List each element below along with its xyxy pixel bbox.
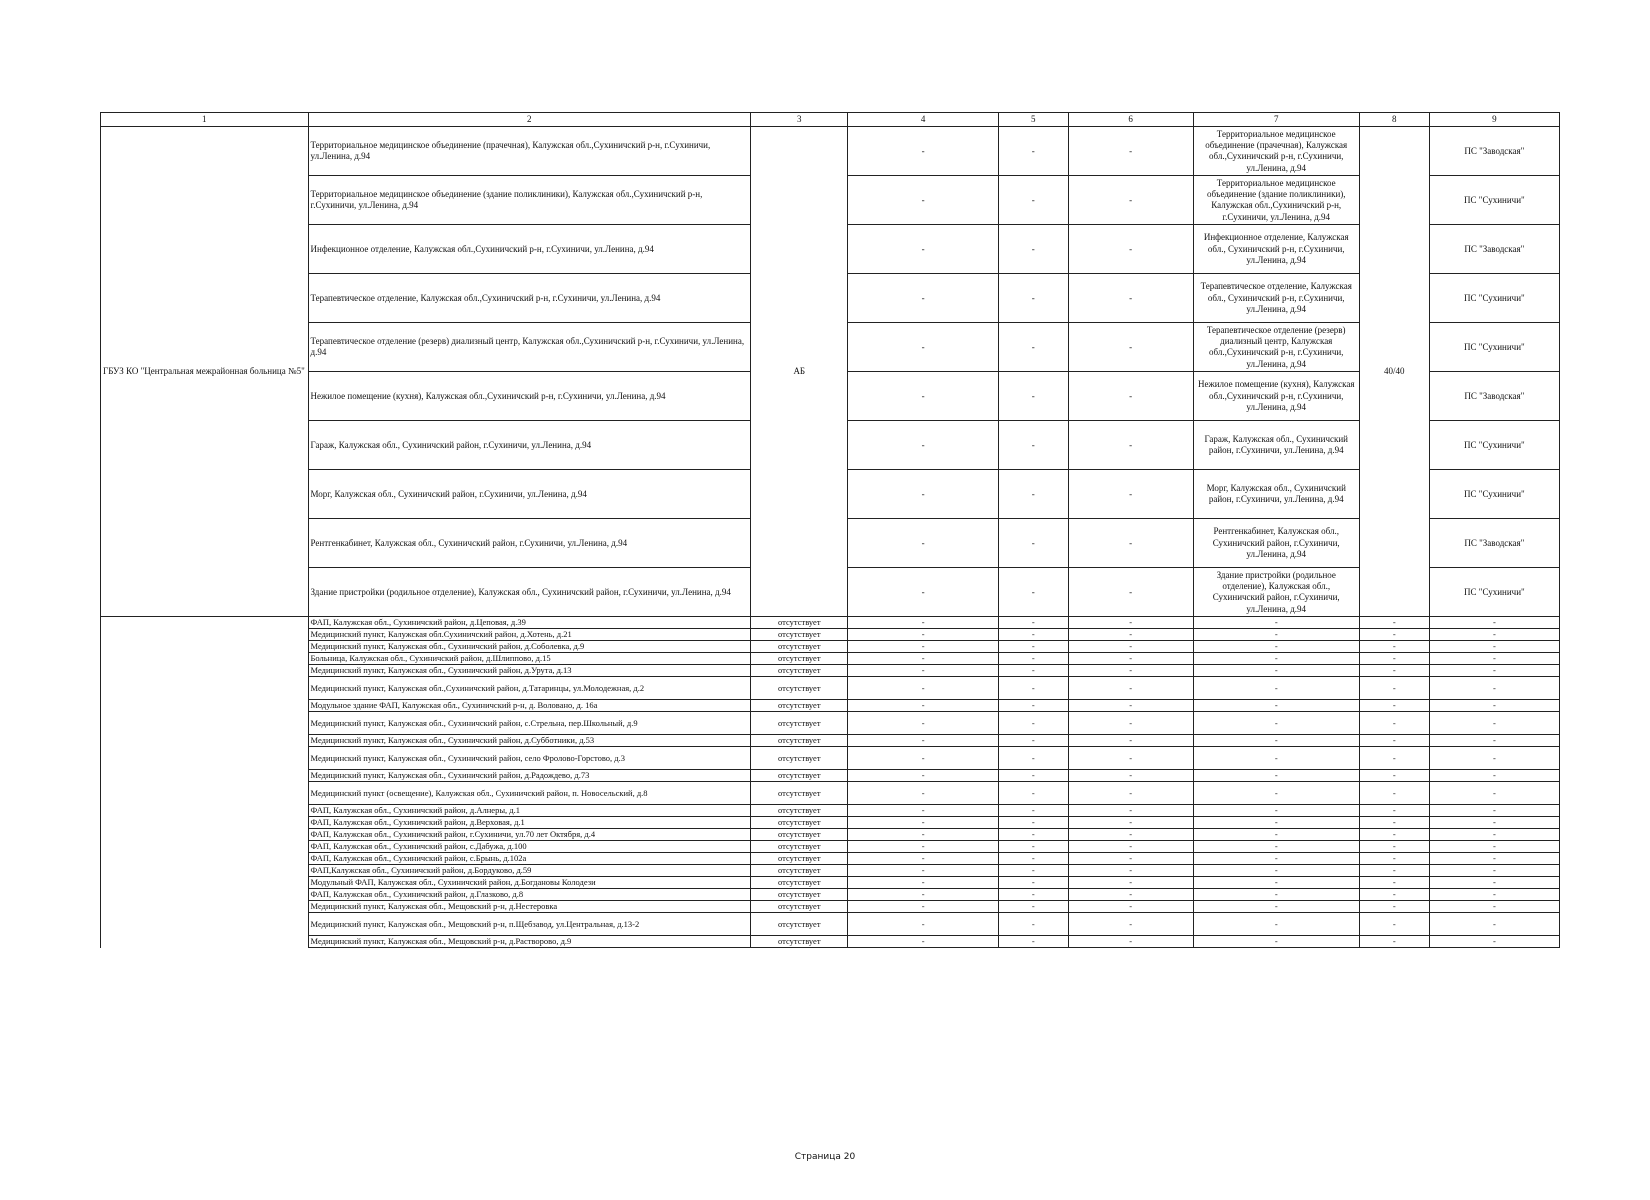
dash-cell: - [998, 889, 1068, 901]
dash-cell: - [998, 176, 1068, 225]
substation-cell: ПС "Заводская" [1429, 372, 1559, 421]
dash-cell: - [1193, 629, 1359, 641]
table-row [101, 665, 1560, 677]
object-name: ФАП, Калужская обл., Сухиничский район, д.Алнеры, д.1 [308, 805, 751, 817]
dash-cell: - [1068, 747, 1193, 770]
table-header [101, 113, 1560, 127]
dash-cell: - [848, 519, 998, 568]
object-name: Медицинский пункт, Калужская обл., Сухиничский район, село Фролово-Горстово, д.3 [308, 747, 751, 770]
dash-cell: - [1429, 782, 1559, 805]
owner-continuation [101, 617, 309, 948]
dash-cell: - [1429, 747, 1559, 770]
object-name: ФАП, Калужская обл., Сухиничский район, д.Глазково, д.8 [308, 889, 751, 901]
dash-cell: - [1068, 470, 1193, 519]
dash-cell: - [848, 700, 998, 712]
dash-cell: - [1068, 617, 1193, 629]
dash-cell: - [848, 323, 998, 372]
dash-cell: - [998, 421, 1068, 470]
dash-cell: - [1068, 127, 1193, 176]
object-address: Морг, Калужская обл., Сухиничский район, г.Сухиничи, ул.Ленина, д.94 [1193, 470, 1359, 519]
object-name: Медицинский пункт, Калужская обл.,Сухиничский район, д.Татаринцы, ул.Молодежная, д.2 [308, 677, 751, 700]
category-cell: отсутствует [751, 829, 848, 841]
power-cell: 40/40 [1359, 127, 1429, 617]
table-row [101, 770, 1560, 782]
object-name: ФАП, Калужская обл., Сухиничский район, с.Дабужа, д.100 [308, 841, 751, 853]
table-row [101, 782, 1560, 805]
table-row [101, 700, 1560, 712]
dash-cell: - [1429, 901, 1559, 913]
col-number-9: 9 [1429, 113, 1559, 127]
object-name: ФАП, Калужская обл., Сухиничский район, с.Брынь, д.102а [308, 853, 751, 865]
dash-cell: - [998, 700, 1068, 712]
substation-cell: ПС "Сухиничи" [1429, 421, 1559, 470]
dash-cell: - [848, 617, 998, 629]
dash-cell: - [1193, 877, 1359, 889]
dash-cell: - [1193, 735, 1359, 747]
object-name: ФАП,Калужская обл., Сухиничский район, д.Бордуково, д.59 [308, 865, 751, 877]
dash-cell: - [998, 470, 1068, 519]
dash-cell: - [998, 127, 1068, 176]
dash-cell: - [1193, 841, 1359, 853]
page-footer: Страница 20 [794, 1152, 856, 1162]
dash-cell: - [1068, 653, 1193, 665]
object-name: Медицинский пункт, Калужская обл., Сухиничский район, д.Радождево, д.73 [308, 770, 751, 782]
object-name: Гараж, Калужская обл., Сухиничский район, г.Сухиничи, ул.Ленина, д.94 [308, 421, 751, 470]
dash-cell: - [1068, 841, 1193, 853]
dash-cell: - [1068, 829, 1193, 841]
dash-cell: - [1359, 617, 1429, 629]
substation-cell: ПС "Заводская" [1429, 519, 1559, 568]
table-row [101, 889, 1560, 901]
dash-cell: - [998, 735, 1068, 747]
object-name: Терапевтическое отделение, Калужская обл.,Сухиничский р-н, г.Сухиничи, ул.Ленина, д.94 [308, 274, 751, 323]
dash-cell: - [1359, 653, 1429, 665]
object-name: Медицинский пункт, Калужская обл., Сухиничский район, д.Урута, д.13 [308, 665, 751, 677]
dash-cell: - [1193, 936, 1359, 948]
table-body [101, 127, 1560, 948]
object-address: Здание пристройки (родильное отделение), Калужская обл., Сухиничский район, г.Сухиничи, ул.Ленина, д.94 [1193, 568, 1359, 617]
dash-cell: - [1193, 641, 1359, 653]
objects-table [100, 112, 1560, 948]
dash-cell: - [848, 274, 998, 323]
dash-cell: - [1429, 805, 1559, 817]
dash-cell: - [998, 841, 1068, 853]
dash-cell: - [1359, 747, 1429, 770]
dash-cell: - [1429, 665, 1559, 677]
object-name: Нежилое помещение (кухня), Калужская обл.,Сухиничский р-н, г.Сухиничи, ул.Ленина, д.94 [308, 372, 751, 421]
substation-cell: ПС "Сухиничи" [1429, 470, 1559, 519]
table-row [101, 913, 1560, 936]
dash-cell: - [1359, 936, 1429, 948]
table-row [101, 677, 1560, 700]
dash-cell: - [1068, 901, 1193, 913]
dash-cell: - [1429, 877, 1559, 889]
dash-cell: - [848, 735, 998, 747]
dash-cell: - [1193, 770, 1359, 782]
dash-cell: - [848, 653, 998, 665]
dash-cell: - [1359, 677, 1429, 700]
dash-cell: - [998, 653, 1068, 665]
dash-cell: - [848, 641, 998, 653]
dash-cell: - [1429, 936, 1559, 948]
dash-cell: - [1068, 225, 1193, 274]
dash-cell: - [1068, 629, 1193, 641]
dash-cell: - [1068, 677, 1193, 700]
table-row [101, 712, 1560, 735]
object-name: ФАП, Калужская обл., Сухиничский район, г.Сухиничи, ул.70 лет Октября, д.4 [308, 829, 751, 841]
dash-cell: - [1359, 735, 1429, 747]
dash-cell: - [1429, 853, 1559, 865]
object-name: Больница, Калужская обл., Сухиничский район, д.Шлиппово, д.15 [308, 653, 751, 665]
dash-cell: - [1359, 629, 1429, 641]
owner-cell: ГБУЗ КО "Центральная межрайонная больница №5" [101, 127, 309, 617]
substation-cell: ПС "Сухиничи" [1429, 323, 1559, 372]
table-row [101, 641, 1560, 653]
dash-cell: - [1193, 889, 1359, 901]
object-address: Терапевтическое отделение, Калужская обл., Сухиничский р-н, г.Сухиничи, ул.Ленина, д.94 [1193, 274, 1359, 323]
category-cell: отсутствует [751, 877, 848, 889]
col-number-7: 7 [1193, 113, 1359, 127]
object-address: Гараж, Калужская обл., Сухиничский район, г.Сухиничи, ул.Ленина, д.94 [1193, 421, 1359, 470]
dash-cell: - [1429, 641, 1559, 653]
category-cell: отсутствует [751, 865, 848, 877]
substation-cell: ПС "Сухиничи" [1429, 274, 1559, 323]
dash-cell: - [848, 877, 998, 889]
dash-cell: - [848, 829, 998, 841]
col-number-4: 4 [848, 113, 998, 127]
dash-cell: - [1359, 700, 1429, 712]
dash-cell: - [848, 936, 998, 948]
table-row [101, 735, 1560, 747]
substation-cell: ПС "Заводская" [1429, 225, 1559, 274]
dash-cell: - [1359, 877, 1429, 889]
dash-cell: - [848, 853, 998, 865]
dash-cell: - [848, 629, 998, 641]
table-row [101, 865, 1560, 877]
dash-cell: - [848, 127, 998, 176]
dash-cell: - [1068, 735, 1193, 747]
dash-cell: - [998, 770, 1068, 782]
dash-cell: - [998, 913, 1068, 936]
dash-cell: - [1359, 817, 1429, 829]
dash-cell: - [1068, 176, 1193, 225]
category-cell: АБ [751, 127, 848, 617]
dash-cell: - [1068, 936, 1193, 948]
dash-cell: - [848, 176, 998, 225]
dash-cell: - [998, 519, 1068, 568]
table-row [101, 901, 1560, 913]
dash-cell: - [848, 901, 998, 913]
object-name: Медицинский пункт, Калужская обл., Мещовский р-н, д.Нестеровка [308, 901, 751, 913]
dash-cell: - [848, 568, 998, 617]
dash-cell: - [1429, 677, 1559, 700]
dash-cell: - [1193, 665, 1359, 677]
category-cell: отсутствует [751, 936, 848, 948]
category-cell: отсутствует [751, 913, 848, 936]
dash-cell: - [998, 629, 1068, 641]
category-cell: отсутствует [751, 817, 848, 829]
dash-cell: - [1068, 877, 1193, 889]
object-name: Медицинский пункт, Калужская обл., Мещовский р-н, д.Растворово, д.9 [308, 936, 751, 948]
dash-cell: - [1193, 677, 1359, 700]
dash-cell: - [1068, 889, 1193, 901]
category-cell: отсутствует [751, 700, 848, 712]
dash-cell: - [1429, 889, 1559, 901]
dash-cell: - [998, 712, 1068, 735]
dash-cell: - [1068, 865, 1193, 877]
table-row [101, 841, 1560, 853]
category-cell: отсутствует [751, 841, 848, 853]
dash-cell: - [1359, 889, 1429, 901]
dash-cell: - [848, 712, 998, 735]
category-cell: отсутствует [751, 901, 848, 913]
dash-cell: - [998, 829, 1068, 841]
object-address: Терапевтическое отделение (резерв) диализный центр, Калужская обл.,Сухиничский р-н, г.Сухиничи, ул.Ленина, д.94 [1193, 323, 1359, 372]
dash-cell: - [1068, 817, 1193, 829]
dash-cell: - [1429, 913, 1559, 936]
document-sheet [100, 112, 1560, 948]
dash-cell: - [998, 901, 1068, 913]
category-cell: отсутствует [751, 617, 848, 629]
dash-cell: - [1068, 665, 1193, 677]
category-cell: отсутствует [751, 782, 848, 805]
dash-cell: - [1193, 853, 1359, 865]
dash-cell: - [1068, 770, 1193, 782]
dash-cell: - [1429, 700, 1559, 712]
dash-cell: - [1429, 829, 1559, 841]
category-cell: отсутствует [751, 629, 848, 641]
dash-cell: - [1429, 653, 1559, 665]
table-row [101, 853, 1560, 865]
dash-cell: - [1359, 641, 1429, 653]
dash-cell: - [1359, 913, 1429, 936]
dash-cell: - [998, 274, 1068, 323]
dash-cell: - [848, 817, 998, 829]
category-cell: отсутствует [751, 889, 848, 901]
col-number-5: 5 [998, 113, 1068, 127]
object-name: Модульный ФАП, Калужская обл., Сухиничский район, д.Богдановы Колодези [308, 877, 751, 889]
dash-cell: - [998, 677, 1068, 700]
dash-cell: - [848, 665, 998, 677]
dash-cell: - [1193, 865, 1359, 877]
dash-cell: - [1068, 421, 1193, 470]
object-name: ФАП, Калужская обл., Сухиничский район, д.Цеповая, д.39 [308, 617, 751, 629]
dash-cell: - [1429, 712, 1559, 735]
category-cell: отсутствует [751, 677, 848, 700]
dash-cell: - [1068, 641, 1193, 653]
dash-cell: - [1429, 770, 1559, 782]
table-row [101, 829, 1560, 841]
object-address: Территориальное медицинское объединение (прачечная), Калужская обл.,Сухиничский р-н, г.Сухиничи, ул.Ленина, д.94 [1193, 127, 1359, 176]
category-cell: отсутствует [751, 805, 848, 817]
dash-cell: - [848, 372, 998, 421]
table-row [101, 127, 1560, 176]
col-number-3: 3 [751, 113, 848, 127]
object-name: Модульное здание ФАП, Калужская обл., Сухиничский р-н, д. Воловано, д. 16а [308, 700, 751, 712]
object-address: Территориальное медицинское объединение (здание поликлиники), Калужская обл.,Сухиничский р-н, г.Сухиничи, ул.Ленина, д.94 [1193, 176, 1359, 225]
dash-cell: - [1359, 901, 1429, 913]
col-number-1: 1 [101, 113, 309, 127]
column-number-row [101, 113, 1560, 127]
object-name: Медицинский пункт, Калужская обл., Сухиничский район, д.Соболевка, д.9 [308, 641, 751, 653]
category-cell: отсутствует [751, 653, 848, 665]
dash-cell: - [1068, 782, 1193, 805]
category-cell: отсутствует [751, 735, 848, 747]
category-cell: отсутствует [751, 747, 848, 770]
object-name: Медицинский пункт, Калужская обл., Мещовский р-н, п.Щебзавод, ул.Центральная, д.13-2 [308, 913, 751, 936]
dash-cell: - [1193, 901, 1359, 913]
dash-cell: - [848, 841, 998, 853]
dash-cell: - [998, 877, 1068, 889]
object-name: ФАП, Калужская обл., Сухиничский район, д.Верховая, д.1 [308, 817, 751, 829]
dash-cell: - [1359, 829, 1429, 841]
dash-cell: - [1068, 519, 1193, 568]
dash-cell: - [998, 665, 1068, 677]
dash-cell: - [1429, 617, 1559, 629]
dash-cell: - [848, 913, 998, 936]
dash-cell: - [998, 747, 1068, 770]
object-name: Рентгенкабинет, Калужская обл., Сухиничский район, г.Сухиничи, ул.Ленина, д.94 [308, 519, 751, 568]
table-row [101, 629, 1560, 641]
dash-cell: - [1429, 817, 1559, 829]
dash-cell: - [1068, 913, 1193, 936]
dash-cell: - [1193, 653, 1359, 665]
col-number-6: 6 [1068, 113, 1193, 127]
table-row [101, 653, 1560, 665]
dash-cell: - [1193, 913, 1359, 936]
dash-cell: - [1359, 805, 1429, 817]
dash-cell: - [998, 641, 1068, 653]
object-name: Терапевтическое отделение (резерв) диализный центр, Калужская обл.,Сухиничский р-н, г.Сухиничи, ул.Ленина, д.94 [308, 323, 751, 372]
substation-cell: ПС "Сухиничи" [1429, 568, 1559, 617]
category-cell: отсутствует [751, 853, 848, 865]
object-address: Рентгенкабинет, Калужская обл., Сухиничский район, г.Сухиничи, ул.Ленина, д.94 [1193, 519, 1359, 568]
category-cell: отсутствует [751, 641, 848, 653]
dash-cell: - [1068, 853, 1193, 865]
dash-cell: - [1193, 829, 1359, 841]
object-name: Медицинский пункт (освещение), Калужская обл., Сухиничский район, п. Новосельский, д.8 [308, 782, 751, 805]
dash-cell: - [998, 853, 1068, 865]
dash-cell: - [1193, 782, 1359, 805]
dash-cell: - [1068, 700, 1193, 712]
dash-cell: - [998, 323, 1068, 372]
dash-cell: - [1068, 712, 1193, 735]
dash-cell: - [998, 936, 1068, 948]
dash-cell: - [998, 782, 1068, 805]
dash-cell: - [1359, 865, 1429, 877]
object-address: Инфекционное отделение, Калужская обл., Сухиничский р-н, г.Сухиничи, ул.Ленина, д.94 [1193, 225, 1359, 274]
dash-cell: - [1193, 712, 1359, 735]
dash-cell: - [1193, 817, 1359, 829]
dash-cell: - [998, 805, 1068, 817]
col-number-8: 8 [1359, 113, 1429, 127]
dash-cell: - [1429, 629, 1559, 641]
dash-cell: - [1359, 782, 1429, 805]
object-name: Морг, Калужская обл., Сухиничский район, г.Сухиничи, ул.Ленина, д.94 [308, 470, 751, 519]
table-row [101, 617, 1560, 629]
table-row [101, 936, 1560, 948]
category-cell: отсутствует [751, 712, 848, 735]
dash-cell: - [1068, 372, 1193, 421]
dash-cell: - [1068, 274, 1193, 323]
dash-cell: - [1193, 747, 1359, 770]
dash-cell: - [1429, 865, 1559, 877]
dash-cell: - [1193, 805, 1359, 817]
dash-cell: - [848, 770, 998, 782]
dash-cell: - [1359, 770, 1429, 782]
dash-cell: - [848, 747, 998, 770]
dash-cell: - [1193, 700, 1359, 712]
object-name: Медицинский пункт, Калужская обл., Сухиничский район, д.Субботники, д.53 [308, 735, 751, 747]
object-name: Медицинский пункт, Калужская обл., Сухиничский район, с.Стрельна, пер.Школьный, д.9 [308, 712, 751, 735]
object-name: Территориальное медицинское объединение (здание поликлиники), Калужская обл.,Сухиничский р-н, г.Сухиничи, ул.Ленина, д.94 [308, 176, 751, 225]
dash-cell: - [998, 225, 1068, 274]
dash-cell: - [848, 865, 998, 877]
dash-cell: - [848, 889, 998, 901]
dash-cell: - [1193, 617, 1359, 629]
object-name: Медицинский пункт, Калужская обл.Сухиничский район, д.Хотень, д.21 [308, 629, 751, 641]
substation-cell: ПС "Сухиничи" [1429, 176, 1559, 225]
table-row [101, 805, 1560, 817]
dash-cell: - [848, 225, 998, 274]
table-row [101, 877, 1560, 889]
table-row [101, 817, 1560, 829]
object-name: Здание пристройки (родильное отделение), Калужская обл., Сухиничский район, г.Сухиничи, ул.Ленина, д.94 [308, 568, 751, 617]
dash-cell: - [848, 421, 998, 470]
table-row [101, 747, 1560, 770]
dash-cell: - [1068, 568, 1193, 617]
dash-cell: - [998, 568, 1068, 617]
dash-cell: - [1359, 853, 1429, 865]
dash-cell: - [1429, 735, 1559, 747]
dash-cell: - [1359, 665, 1429, 677]
object-address: Нежилое помещение (кухня), Калужская обл.,Сухиничский р-н, г.Сухиничи, ул.Ленина, д.94 [1193, 372, 1359, 421]
category-cell: отсутствует [751, 770, 848, 782]
dash-cell: - [848, 470, 998, 519]
dash-cell: - [848, 782, 998, 805]
dash-cell: - [998, 817, 1068, 829]
substation-cell: ПС "Заводская" [1429, 127, 1559, 176]
dash-cell: - [1068, 805, 1193, 817]
dash-cell: - [998, 865, 1068, 877]
dash-cell: - [1429, 841, 1559, 853]
object-name: Территориальное медицинское объединение (прачечная), Калужская обл.,Сухиничский р-н, г.Сухиничи, ул.Ленина, д.94 [308, 127, 751, 176]
dash-cell: - [1359, 841, 1429, 853]
col-number-2: 2 [308, 113, 751, 127]
dash-cell: - [848, 677, 998, 700]
dash-cell: - [998, 617, 1068, 629]
object-name: Инфекционное отделение, Калужская обл.,Сухиничский р-н, г.Сухиничи, ул.Ленина, д.94 [308, 225, 751, 274]
dash-cell: - [998, 372, 1068, 421]
dash-cell: - [1068, 323, 1193, 372]
category-cell: отсутствует [751, 665, 848, 677]
dash-cell: - [1359, 712, 1429, 735]
dash-cell: - [848, 805, 998, 817]
